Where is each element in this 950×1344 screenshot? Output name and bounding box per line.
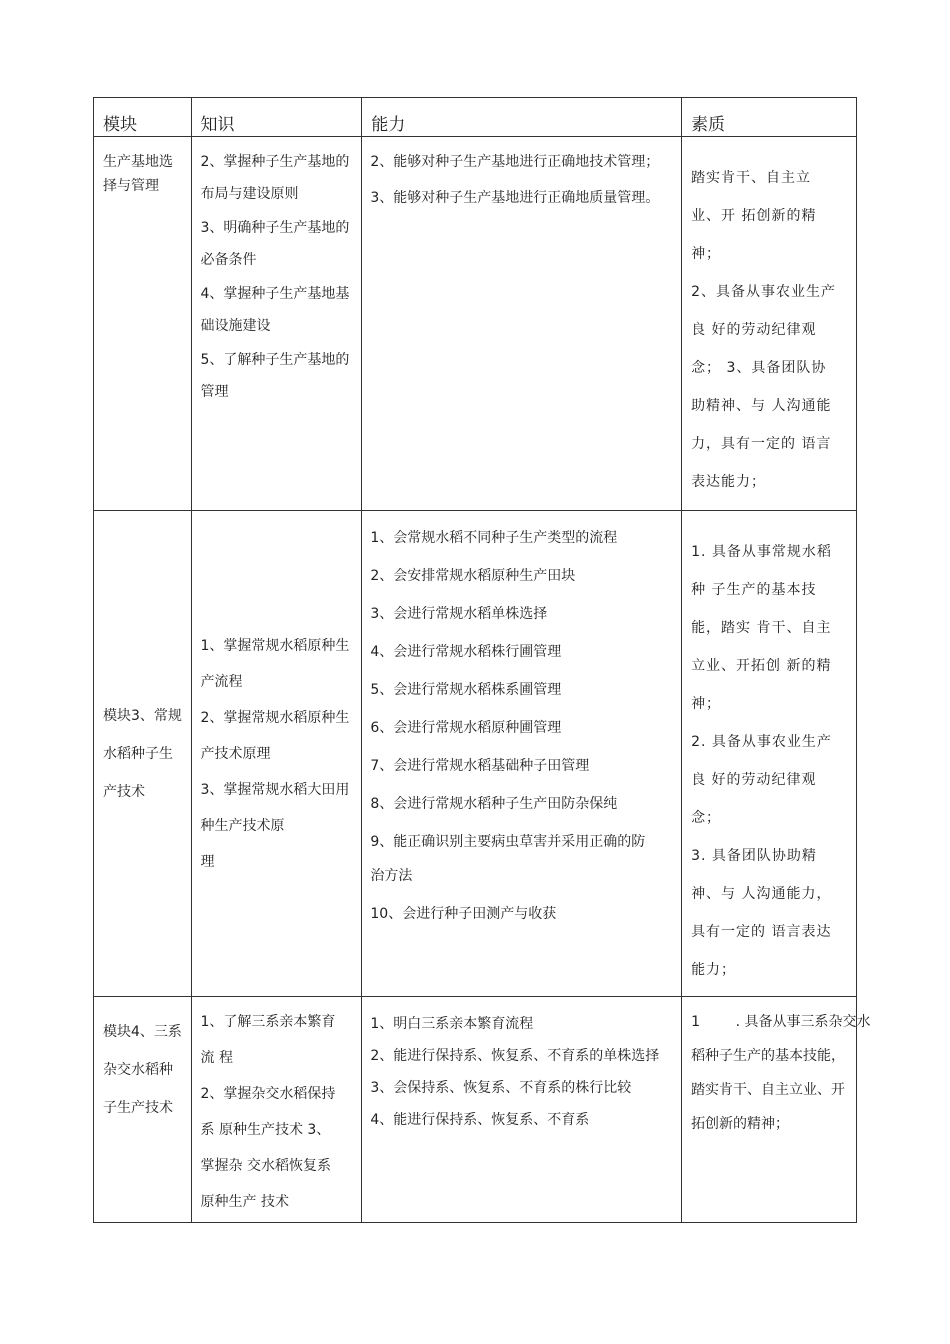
header-knowledge: 知识: [191, 98, 362, 137]
quality-cell: 踏实肯干、自主立 业、开 拓创新的精 神； 2、具备从事农业生产 良 好的劳动纪律观 念； 3、具备团队协 助精神、与 人沟通能 力，具有一定的 语言 表达能力；: [682, 137, 857, 511]
module-cell: 模块4、三系 杂交水稻种 子生产技术: [94, 997, 192, 1223]
header-quality: 素质: [682, 98, 857, 137]
quality-cell: 1 . 具备从事三系杂交水 稻种子生产的基本技能， 踏实肯干、自主立业、开 拓创新的精神；: [682, 997, 857, 1223]
table-row: [94, 997, 857, 1223]
knowledge-cell: 1、了解三系亲本繁育 流 程 2、掌握杂交水稻保持 系 原种生产技术 3、 掌握杂 交水稻恢复系 原种生产 技术: [191, 997, 362, 1223]
curriculum-table: [93, 97, 871, 1223]
header-ability: 能力: [362, 98, 682, 137]
table-row: [94, 137, 857, 511]
table-row: [94, 511, 857, 997]
knowledge-cell: 1、掌握常规水稻原种生 产流程 2、掌握常规水稻原种生 产技术原理 3、掌握常规水稻大田用 种生产技术原 理: [191, 511, 362, 997]
ability-cell: 1、会常规水稻不同种子生产类型的流程 2、会安排常规水稻原种生产田块 3、会进行常规水稻单株选择 4、会进行常规水稻株行圃管理 5、会进行常规水稻株系圃管理 6、会进行常规水稻原种圃管理 7、会进行常规水稻基础种子田管理 8、会进行常规水稻种子生产田防杂保纯 9、能正确识别主要病虫草害并采用正确的防 治方法 10、会进行种子田测产与收获: [362, 511, 682, 997]
header-module: 模块: [94, 98, 192, 137]
module-cell: 模块3、常规 水稻种子生 产技术: [94, 511, 192, 997]
ability-cell: 1、明白三系亲本繁育流程 2、能进行保持系、恢复系、不育系的单株选择 3、会保持系、恢复系、不育系的株行比较 4、能进行保持系、恢复系、不育系: [362, 997, 682, 1223]
module-cell: 生产基地选 择与管理: [94, 137, 192, 511]
quality-cell: 1. 具备从事常规水稻 种 子生产的基本技 能，踏实 肯干、自主 立业、开拓创 新的精 神； 2. 具备从事农业生产 良 好的劳动纪律观 念； 3. 具备团队协助精 神、与 人沟通能力， 具有一定的 语言表达 能力；: [682, 511, 857, 997]
knowledge-cell: 2、掌握种子生产基地的 布局与建设原则 3、明确种子生产基地的 必备条件 4、掌握种子生产基地基 础设施建设 5、了解种子生产基地的 管理: [191, 137, 362, 511]
ability-cell: 2、能够对种子生产基地进行正确地技术管理； 3、能够对种子生产基地进行正确地质量管理。: [362, 137, 682, 511]
header-row: [94, 98, 857, 137]
